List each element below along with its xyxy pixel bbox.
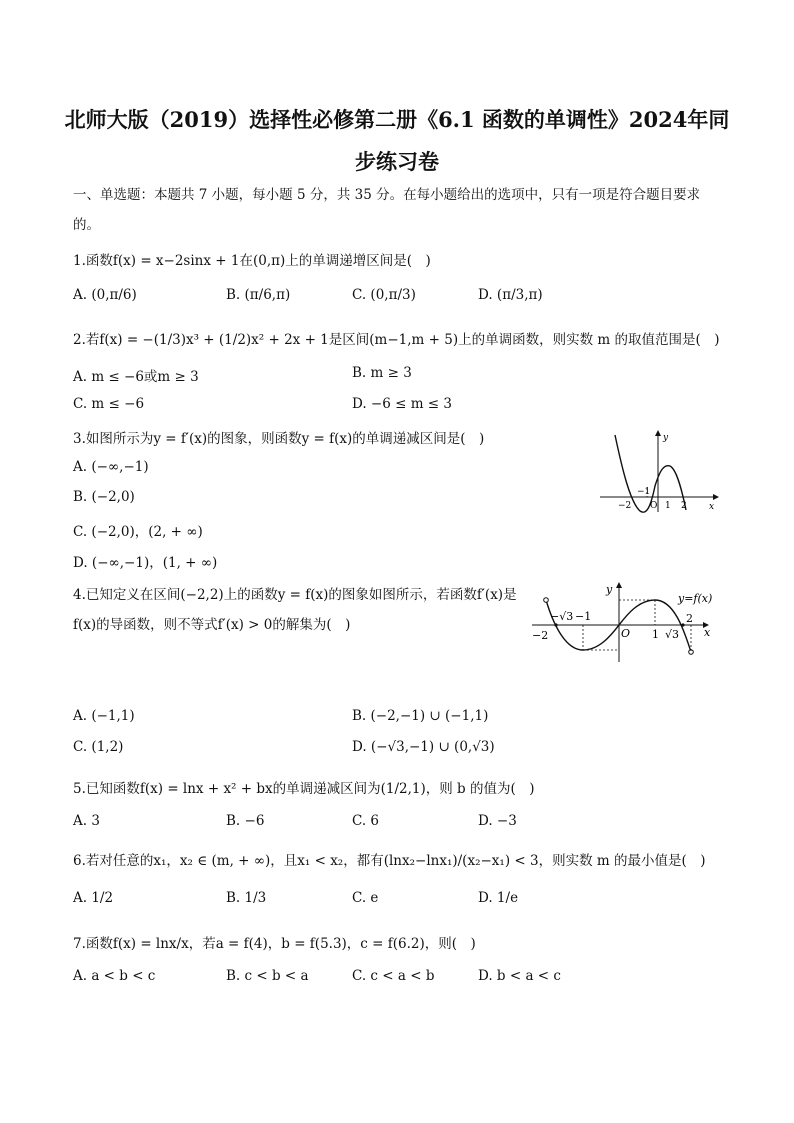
fig1-axis-y-label: y [663, 433, 669, 443]
question-5-option-a[interactable]: A. 3 [73, 813, 100, 829]
doc-title-line1: 北师大版（2019）选择性必修第二册《6.1 函数的单调性》2024年同 [64, 107, 730, 132]
question-7-option-d[interactable]: D. b < a < c [478, 968, 561, 984]
question-1-option-c[interactable]: C. (0,π/3) [352, 287, 416, 303]
question-5-option-c[interactable]: C. 6 [352, 813, 380, 829]
figure-derivative-graph [598, 428, 724, 514]
point-sqrt3 [681, 623, 684, 626]
figure-function-graph [528, 580, 728, 662]
question-2-option-d[interactable]: D. −6 ≤ m ≤ 3 [352, 396, 453, 412]
question-1-stem: 1.函数f(x) = x−2sinx + 1在(0,π)上的单调递增区间是( ) [73, 253, 431, 269]
fig2-tick-1: 1 [652, 628, 659, 641]
question-3-option-b[interactable]: B. (−2,0) [73, 489, 135, 505]
point-minus-sqrt3 [554, 623, 557, 626]
question-7-stem: 7.函数f(x) = lnx/x，若a = f(4)，b = f(5.3)，c = f(6.2)，则( ) [73, 936, 476, 952]
fig2-curve-label: y=f(x) [678, 592, 713, 605]
question-7-option-a[interactable]: A. a < b < c [73, 968, 156, 984]
question-3-option-d[interactable]: D. (−∞,−1)，(1, + ∞) [73, 555, 218, 571]
fig2-tick-minus2: −2 [532, 629, 549, 642]
question-6-option-b[interactable]: B. 1/3 [226, 890, 267, 906]
fig2-tick-minus1: −1 [575, 610, 592, 623]
question-4-option-c[interactable]: C. (1,2) [73, 739, 124, 755]
question-4-stem-line2: f(x)的导函数，则不等式f′(x) > 0的解集为( ) [73, 617, 351, 633]
fig2-tick-2: 2 [686, 612, 693, 625]
question-6-option-a[interactable]: A. 1/2 [73, 890, 114, 906]
open-endpoint-left [544, 598, 549, 603]
section-header: 一、单选题：本题共 7 小题，每小题 5 分，共 35 分。在每小题给出的选项中，只有一项是符合题目要求的。 [73, 187, 701, 233]
question-3-option-a[interactable]: A. (−∞,−1) [73, 459, 149, 475]
question-6-option-c[interactable]: C. e [352, 890, 379, 906]
fig1-tick-minus1: −1 [637, 487, 651, 497]
fig2-axis-y-label: y [606, 583, 613, 596]
question-1-option-a[interactable]: A. (0,π/6) [73, 287, 137, 303]
question-5-option-d[interactable]: D. −3 [478, 813, 517, 829]
fig1-tick-2: 2 [681, 501, 687, 511]
fig2-axis-x-label: x [704, 626, 711, 639]
fig2-origin-label: O [621, 627, 631, 640]
question-5-option-b[interactable]: B. −6 [226, 813, 265, 829]
question-2-stem: 2.若f(x) = −(1/3)x³ + (1/2)x² + 2x + 1是区间(m−1,m + 5)上的单调函数，则实数 m 的取值范围是( ) [73, 332, 720, 348]
question-4-option-d[interactable]: D. (−√3,−1) ∪ (0,√3) [352, 739, 495, 755]
fig2-tick-minus-sqrt3: −√3 [550, 610, 574, 623]
question-3-option-c[interactable]: C. (−2,0)，(2, + ∞) [73, 524, 203, 540]
question-3-stem: 3.如图所示为y = f′(x)的图象，则函数y = f(x)的单调递减区间是( ) [73, 431, 485, 447]
question-4-option-a[interactable]: A. (−1,1) [73, 708, 135, 724]
question-6-stem: 6.若对任意的x₁，x₂ ∈ (m, + ∞)，且x₁ < x₂，都有(lnx₂−lnx₁)/(x₂−x₁) < 3，则实数 m 的最小值是( ) [73, 853, 706, 869]
question-2-option-c[interactable]: C. m ≤ −6 [73, 396, 145, 412]
question-2-option-a[interactable]: A. m ≤ −6或m ≥ 3 [73, 369, 199, 385]
question-7-option-b[interactable]: B. c < b < a [226, 968, 309, 984]
question-2-option-b[interactable]: B. m ≥ 3 [352, 365, 412, 381]
question-1-option-d[interactable]: D. (π/3,π) [478, 287, 543, 303]
question-4-option-b[interactable]: B. (−2,−1) ∪ (−1,1) [352, 708, 489, 724]
question-1-option-b[interactable]: B. (π/6,π) [226, 287, 291, 303]
doc-title-line2: 步练习卷 [355, 149, 439, 174]
question-6-option-d[interactable]: D. 1/e [478, 890, 519, 906]
fig1-axis-x-label: x [709, 502, 715, 512]
question-5-stem: 5.已知函数f(x) = lnx + x² + bx的单调递减区间为(1/2,1)，则 b 的值为( ) [73, 781, 535, 797]
fig2-tick-sqrt3: √3 [665, 628, 680, 641]
question-7-option-c[interactable]: C. c < a < b [352, 968, 435, 984]
fig1-tick-1: 1 [665, 501, 671, 511]
fig1-origin-label: O [650, 501, 658, 511]
question-4-stem-line1: 4.已知定义在区间(−2,2)上的函数y = f(x)的图象如图所示，若函数f′(x)是 [73, 587, 517, 603]
fig1-tick-minus2: −2 [618, 501, 632, 511]
